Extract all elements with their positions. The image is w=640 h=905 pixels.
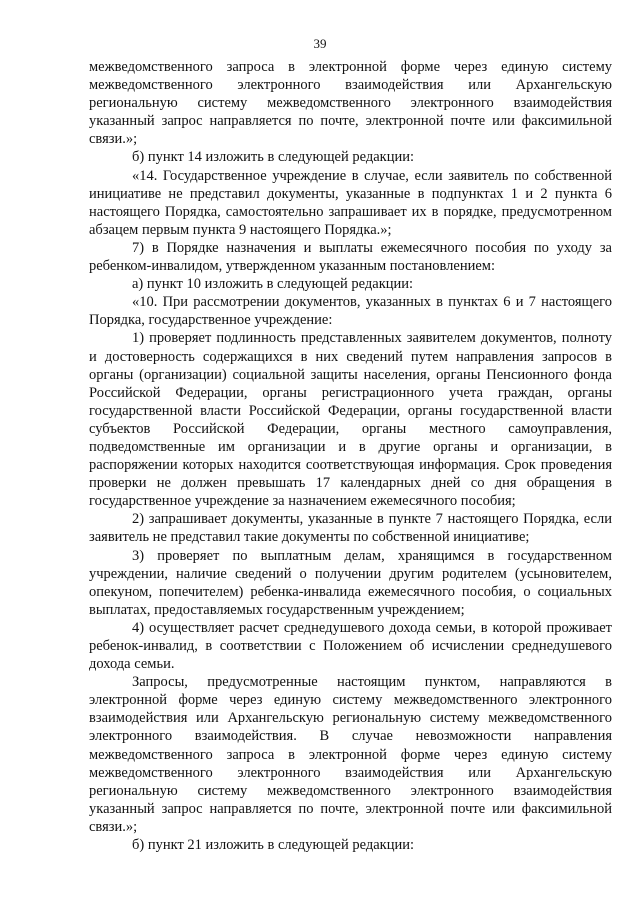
- paragraph: 4) осуществляет расчет среднедушевого дохода семьи, в которой проживает ребенок-инвалид, в соответствии с Положением об исчислении среднедушевого дохода семьи.: [89, 619, 612, 673]
- paragraph: межведомственного запроса в электронной форме через единую систему межведомственного электронного взаимодействия или Архангельскую региональную систему межведомственного электронного взаимодействия указанный запрос направляется по почте, электронной почте или факсимильной связи.»;: [89, 59, 612, 148]
- paragraph: 1) проверяет подлинность представленных заявителем документов, полноту и достоверность содержащихся в них сведений путем направления запросов в органы (организации) социальной защиты населения, органы Пенсионного фонда Российской Федерации, органы регистрационного учета граждан, органы государственной власти Российской Федерации, органы государственной власти субъектов Российской Федерации, органы местного самоуправления, подведомственные им организации и в другие органы и организации, в распоряжении которых находится соответствующая информация. Срок проведения проверки не должен превышать 17 календарных дней со дня обращения в государственное учреждение за назначением ежемесячного пособия;: [89, 330, 612, 510]
- paragraph: «14. Государственное учреждение в случае, если заявитель по собственной инициативе не представил документы, указанные в подпунктах 1 и 2 пункта 6 настоящего Порядка, самостоятельно запрашивает их в порядке, предусмотренном абзацем первым пункта 9 настоящего Порядка.»;: [89, 167, 612, 238]
- page-number: 39: [313, 36, 327, 51]
- paragraph: Запросы, предусмотренные настоящим пунктом, направляются в электронной форме через единую систему межведомственного электронного взаимодействия или Архангельскую региональную систему межведомственного электронного взаимодействия. В случае невозможности направления межведомственного запроса в электронной форме через единую систему межведомственного электронного взаимодействия или Архангельскую региональную систему межведомственного электронного взаимодействия указанный запрос направляется по почте, электронной почте или факсимильной связи.»;: [89, 674, 612, 835]
- paragraph: б) пункт 21 изложить в следующей редакции:: [132, 837, 414, 854]
- document-body: [89, 58, 612, 854]
- paragraph: б) пункт 14 изложить в следующей редакции:: [132, 149, 414, 166]
- paragraph: а) пункт 10 изложить в следующей редакции:: [132, 276, 414, 293]
- paragraph: 3) проверяет по выплатным делам, хранящимся в государственном учреждении, наличие сведений о получении другим родителем (усыновителем, опекуном, попечителем) ребенка-инвалида ежемесячного пособия, о социальных выплатах, предоставляемых государственным учреждением;: [89, 547, 612, 618]
- paragraph: 7) в Порядке назначения и выплаты ежемесячного пособия по уходу за ребенком-инвалидом, утвержденном указанным постановлением:: [89, 239, 612, 275]
- paragraph: 2) запрашивает документы, указанные в пункте 7 настоящего Порядка, если заявитель не представил такие документы по собственной инициативе;: [89, 511, 612, 546]
- paragraph: «10. При рассмотрении документов, указанных в пунктах 6 и 7 настоящего Порядка, государственное учреждение:: [89, 294, 612, 329]
